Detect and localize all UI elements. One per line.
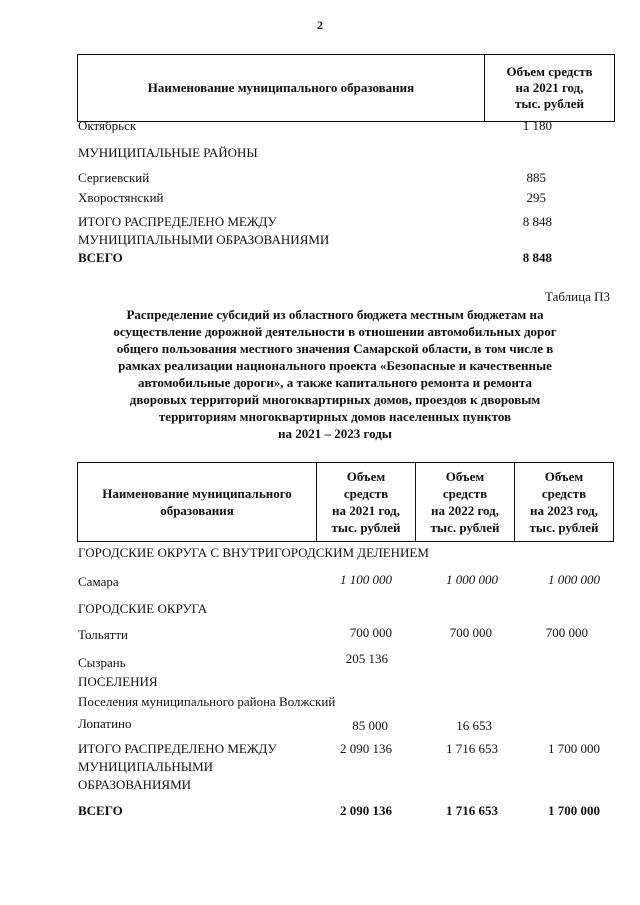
row-name-total-distributed-2: МУНИЦИПАЛЬНЫМИ ОБРАЗОВАНИЯМИ (78, 232, 330, 247)
table2-title (70, 306, 600, 442)
row-value-tolyatti-2021: 700 000 (349, 625, 392, 640)
title-line: автомобильные дороги», а также капитального ремонта и ремонта (137, 375, 533, 390)
row-value-total-distributed-2021: 2 090 136 (340, 741, 392, 756)
title-line: на 2021 – 2023 годы (278, 426, 392, 441)
row-value-lopatino-2021: 85 000 (352, 718, 388, 733)
header-line: образования (160, 503, 234, 518)
row-value-total-2021: 2 090 136 (340, 803, 392, 818)
row-name-total: ВСЕГО (78, 250, 123, 265)
table2-header-2022 (416, 463, 515, 541)
row-value-total-2022: 1 716 653 (446, 803, 498, 818)
row-name-syzran: Сызрань (78, 655, 126, 670)
row-value-total-2023: 1 700 000 (548, 803, 600, 818)
subsection-volzhsky: Поселения муниципального района Волжский (78, 694, 336, 709)
title-line: рамках реализации национального проекта «Безопасные и качественные (118, 358, 552, 373)
header-line: Объем (346, 469, 386, 484)
row-name-oktyabrsk: Октябрьск (78, 118, 137, 133)
page-number: 2 (317, 18, 323, 32)
table-label: Таблица П3 (545, 289, 610, 304)
section-municipal-districts: МУНИЦИПАЛЬНЫЕ РАЙОНЫ (78, 145, 258, 160)
table1-header-volume-line: тыс. рублей (515, 96, 584, 111)
section-urban-intra: ГОРОДСКИЕ ОКРУГА С ВНУТРИГОРОДСКИМ ДЕЛЕНИЕМ (78, 545, 429, 560)
title-line: дворовых территорий многоквартирных домов, проездов к дворовым (129, 392, 541, 407)
row-name-total: ВСЕГО (78, 803, 123, 818)
table1-header-volume-line: на 2021 год, (515, 80, 584, 95)
row-value-tolyatti-2022: 700 000 (449, 625, 492, 640)
header-line: на 2021 год, (331, 503, 401, 518)
row-name-lopatino: Лопатино (78, 716, 132, 731)
title-line: общего пользования местного значения Самарской области, в том числе в (116, 341, 554, 356)
table1-header-volume-line: Объем средств (506, 64, 593, 79)
row-value-total: 8 848 (522, 250, 552, 265)
header-line: на 2022 год, (430, 503, 500, 518)
row-name-total-distributed-2: МУНИЦИПАЛЬНЫМИ (78, 759, 214, 774)
row-value-total-distributed-2023: 1 700 000 (548, 741, 600, 756)
title-line: осуществление дорожной деятельности в отношении автомобильных дорог (113, 324, 557, 339)
header-line: тыс. рублей (529, 520, 599, 535)
table2-header (77, 462, 614, 542)
header-line: тыс. рублей (331, 520, 401, 535)
row-value-syzran-2021: 205 136 (345, 651, 388, 666)
row-value-sergievsky: 885 (526, 170, 546, 185)
table2-header-2021 (317, 463, 416, 541)
row-name-khvorostyansky: Хворостянский (78, 190, 164, 205)
title-line: территориям многоквартирных домов населенных пунктов (158, 409, 512, 424)
table1-header-volume (485, 55, 614, 121)
row-value-total-distributed-2022: 1 716 653 (446, 741, 498, 756)
row-name-tolyatti: Тольятти (78, 627, 129, 642)
header-line: Объем (445, 469, 485, 484)
row-name-total-distributed-1: ИТОГО РАСПРЕДЕЛЕНО МЕЖДУ (78, 741, 277, 756)
row-value-samara-2023: 1 000 000 (548, 572, 600, 587)
table2-header-name (78, 463, 317, 541)
row-value-total-distributed: 8 848 (522, 214, 552, 229)
row-value-tolyatti-2023: 700 000 (545, 625, 588, 640)
header-line: средств (442, 486, 488, 501)
row-value-oktyabrsk: 1 180 (522, 118, 552, 133)
header-line: на 2023 год, (529, 503, 599, 518)
row-value-khvorostyansky: 295 (526, 190, 546, 205)
row-value-lopatino-2022: 16 653 (456, 718, 492, 733)
table1-header-name: Наименование муниципального образования (78, 55, 485, 121)
table1-header (77, 54, 615, 122)
section-urban: ГОРОДСКИЕ ОКРУГА (78, 601, 208, 616)
row-name-total-distributed-3: ОБРАЗОВАНИЯМИ (78, 777, 192, 792)
title-line: Распределение субсидий из областного бюджета местным бюджетам на (126, 307, 544, 322)
header-line: тыс. рублей (430, 520, 500, 535)
section-settlements: ПОСЕЛЕНИЯ (78, 674, 158, 689)
row-name-sergievsky: Сергиевский (78, 170, 150, 185)
header-line: Наименование муниципального (102, 486, 292, 501)
table2-header-2023 (515, 463, 613, 541)
row-name-samara: Самара (78, 574, 119, 589)
row-name-total-distributed-1: ИТОГО РАСПРЕДЕЛЕНО МЕЖДУ (78, 214, 277, 229)
header-line: Объем (544, 469, 584, 484)
row-value-samara-2022: 1 000 000 (446, 572, 498, 587)
row-value-samara-2021: 1 100 000 (340, 572, 392, 587)
header-line: средств (343, 486, 389, 501)
header-line: средств (541, 486, 587, 501)
